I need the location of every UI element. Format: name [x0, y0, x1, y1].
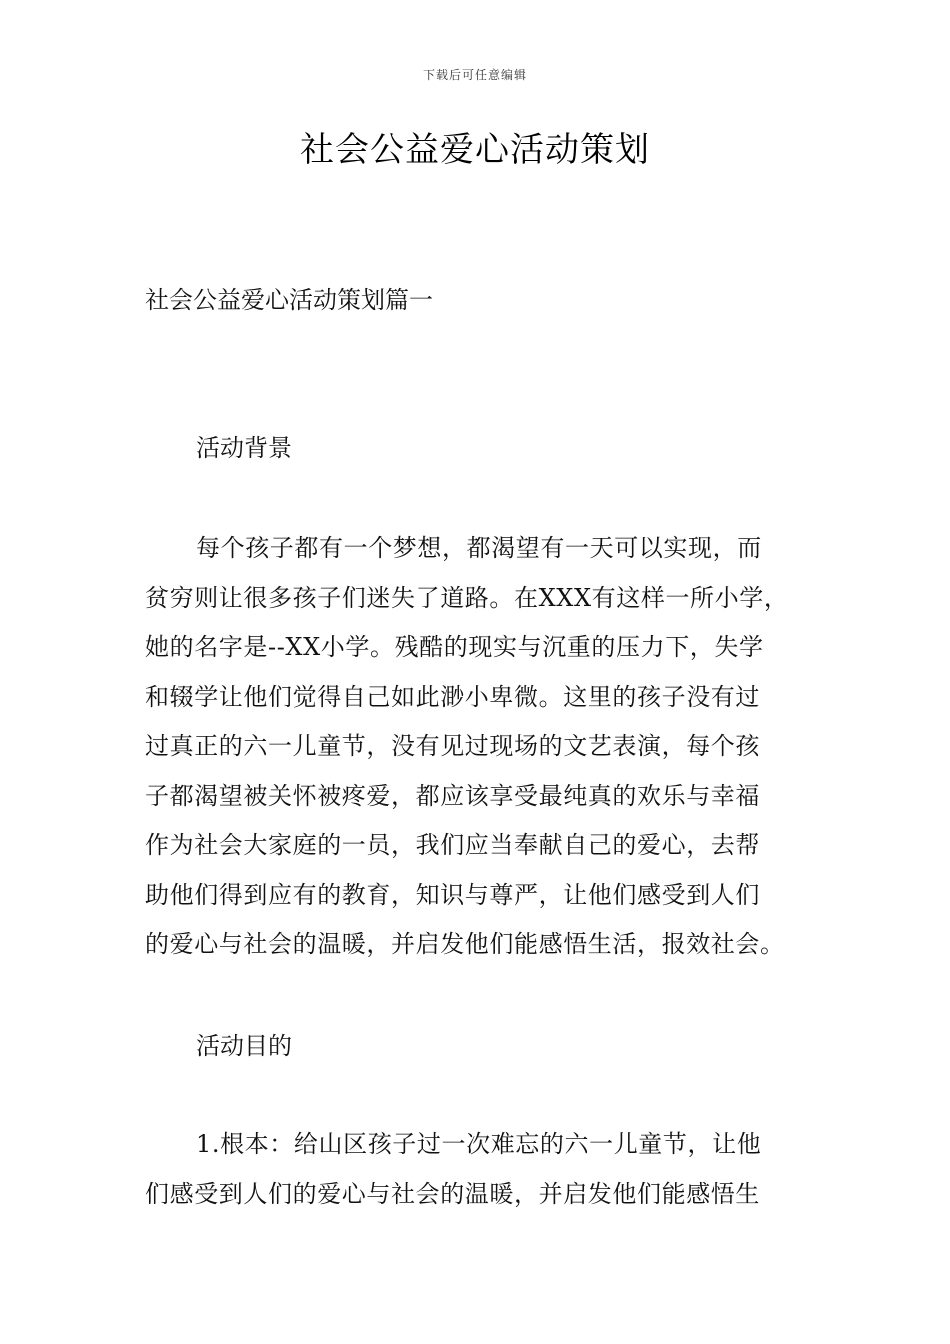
paragraph-line: 子都渴望被关怀被疼爱，都应该享受最纯真的欢乐与幸福 [145, 781, 760, 810]
heading-purpose: 活动目的 [196, 1032, 292, 1060]
paragraph-line: 作为社会大家庭的一员，我们应当奉献自己的爱心，去帮 [145, 831, 760, 859]
paragraph-line: 们感受到人们的爱心与社会的温暖，并启发他们能感悟生 [145, 1179, 760, 1208]
header-note: 下载后可任意编辑 [422, 68, 527, 82]
paragraph-line: 贫穷则让很多孩子们迷失了道路。在XXX有这样一所小学， [145, 583, 789, 612]
paragraph-line: 和辍学让他们觉得自己如此渺小卑微。这里的孩子没有过 [145, 682, 760, 711]
heading-background: 活动背景 [196, 434, 292, 462]
paragraph-line: 助他们得到应有的教育，知识与尊严，让他们感受到人们 [145, 880, 760, 909]
paragraph-line: 1.根本：给山区孩子过一次难忘的六一儿童节，让他 [196, 1130, 762, 1158]
purpose-paragraph [145, 1120, 810, 1219]
document-title: 社会公益爱心活动策划 [300, 130, 650, 170]
paragraph-line: 每个孩子都有一个梦想，都渴望有一天可以实现，而 [196, 534, 762, 562]
paragraph-line: 过真正的六一儿童节，没有见过现场的文艺表演，每个孩 [145, 732, 760, 760]
section-title: 社会公益爱心活动策划篇一 [145, 286, 433, 314]
background-paragraph [145, 524, 810, 970]
paragraph-line: 她的名字是--XX小学。残酷的现实与沉重的压力下，失学 [145, 633, 764, 661]
paragraph-line: 的爱心与社会的温暖，并启发他们能感悟生活，报效社会。 [145, 930, 785, 958]
